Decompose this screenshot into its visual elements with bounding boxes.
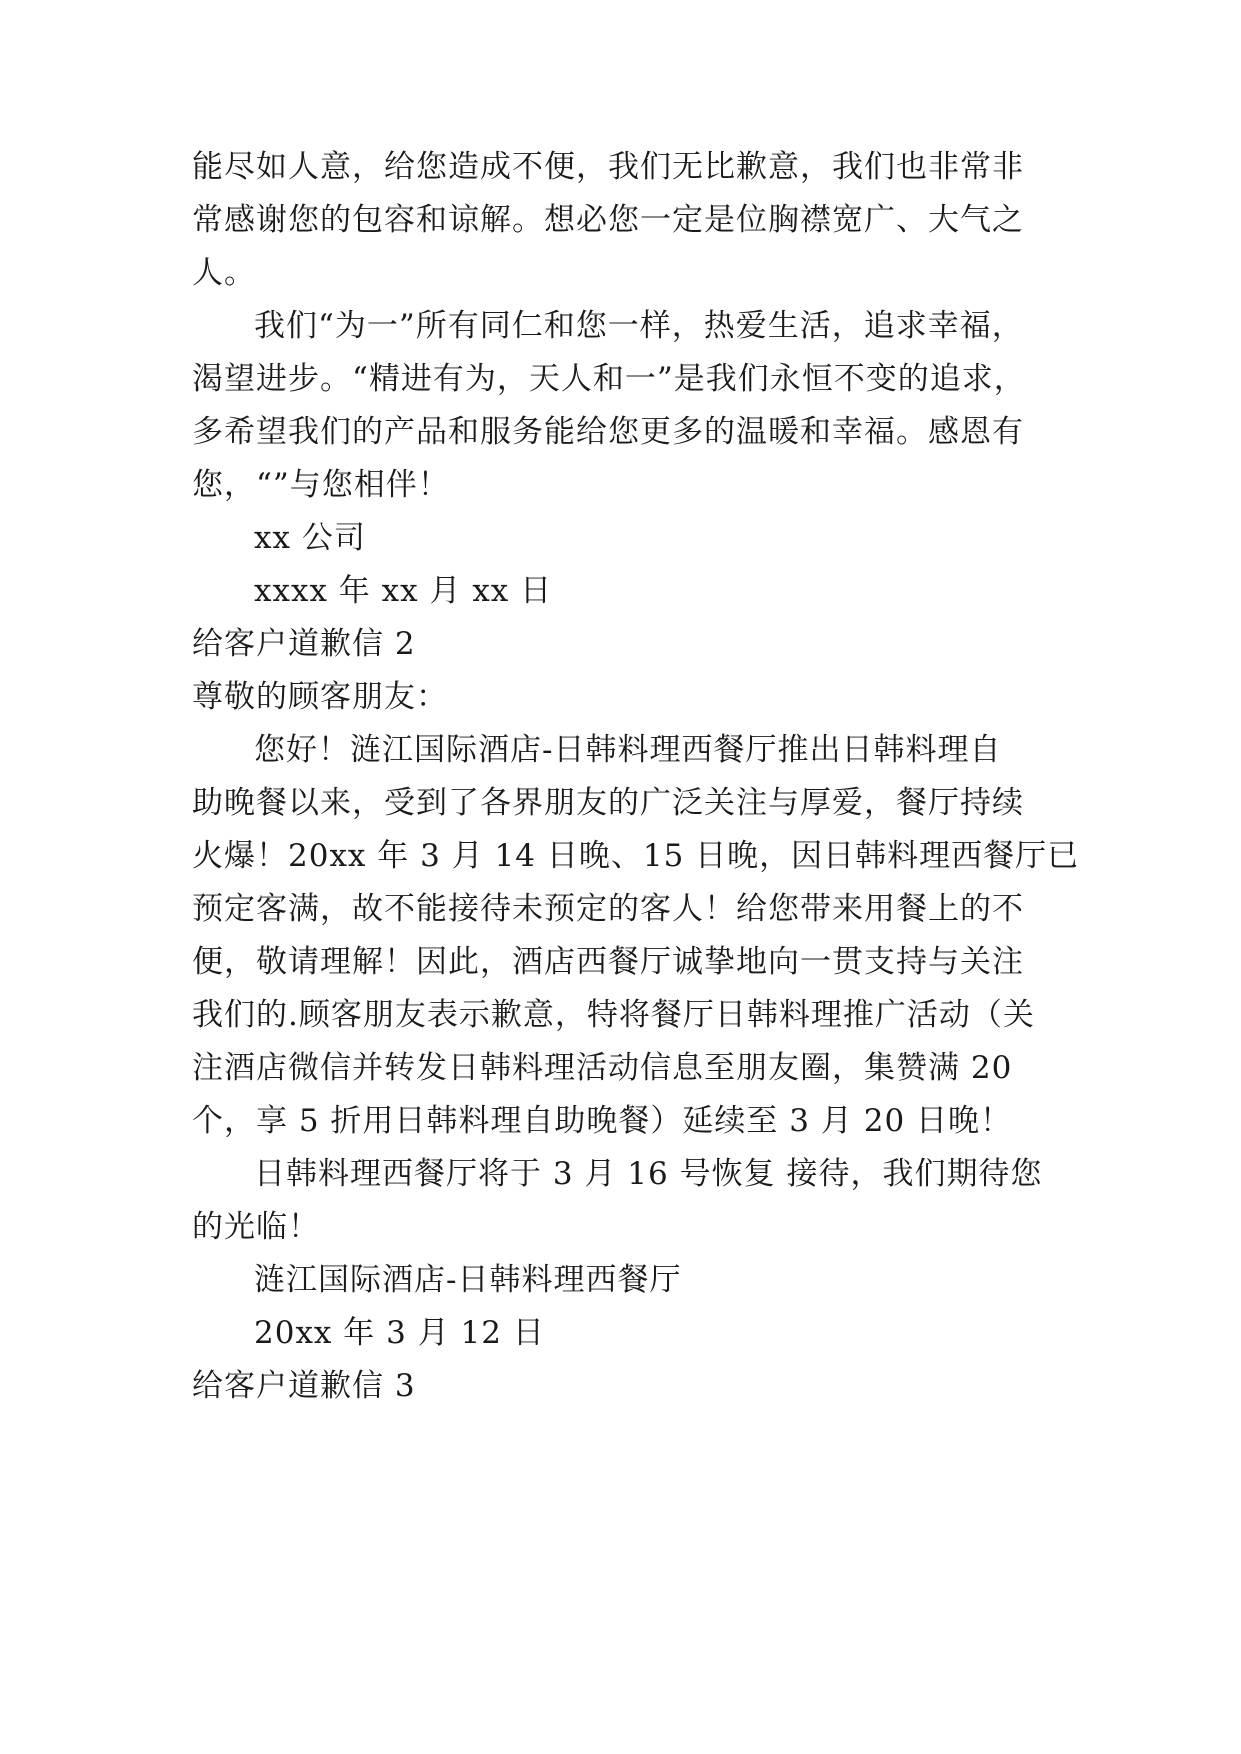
body-text-line: 您好！涟江国际酒店-日韩料理西餐厅推出日韩料理自 xyxy=(254,732,1002,768)
body-text-line: 我们“为一”所有同仁和您一样，热爱生活，追求幸福， xyxy=(254,308,1024,344)
body-text-line: 您，“”与您相伴！ xyxy=(192,467,450,503)
body-text-line: 能尽如人意，给您造成不便，我们无比歉意，我们也非常非 xyxy=(192,149,1024,185)
body-text-line: 渴望进步。“精进有为，天人和一”是我们永恒不变的追求， xyxy=(192,361,1026,397)
body-text-line: 常感谢您的包容和谅解。想必您一定是位胸襟宽广、大气之 xyxy=(192,202,1024,238)
body-text-line: 人。 xyxy=(192,255,256,291)
body-text-line: 助晚餐以来，受到了各界朋友的广泛关注与厚爱，餐厅持续 xyxy=(192,785,1024,821)
body-text-line: 的光临！ xyxy=(192,1209,320,1245)
section-heading: 给客户道歉信 2 xyxy=(192,626,416,662)
body-text-line: 多希望我们的产品和服务能给您更多的温暖和幸福。感恩有 xyxy=(192,414,1024,450)
section-heading: 给客户道歉信 3 xyxy=(192,1368,416,1404)
salutation: 尊敬的顾客朋友： xyxy=(192,679,448,715)
body-text-line: 便，敬请理解！因此，酒店西餐厅诚挚地向一贯支持与关注 xyxy=(192,944,1024,980)
body-text-line: 注酒店微信并转发日韩料理活动信息至朋友圈，集赞满 20 xyxy=(192,1050,1013,1086)
body-text-line: 预定客满，故不能接待未预定的客人！给您带来用餐上的不 xyxy=(192,891,1024,927)
body-text-line: 我们的.顾客朋友表示歉意，特将餐厅日韩料理推广活动（关 xyxy=(192,997,1035,1033)
signature-date: xxxx 年 xx 月 xx 日 xyxy=(254,573,553,609)
body-text-line: 火爆！20xx 年 3 月 14 日晚、15 日晚，因日韩料理西餐厅已 xyxy=(192,838,1080,874)
signature-company: xx 公司 xyxy=(254,520,366,556)
signature-company: 涟江国际酒店-日韩料理西餐厅 xyxy=(254,1262,682,1298)
body-text-line: 个，享 5 折用日韩料理自助晚餐）延续至 3 月 20 日晚！ xyxy=(192,1103,1013,1139)
signature-date: 20xx 年 3 月 12 日 xyxy=(254,1315,545,1351)
body-text-line: 日韩料理西餐厅将于 3 月 16 号恢复 接待，我们期待您 xyxy=(254,1156,1043,1192)
